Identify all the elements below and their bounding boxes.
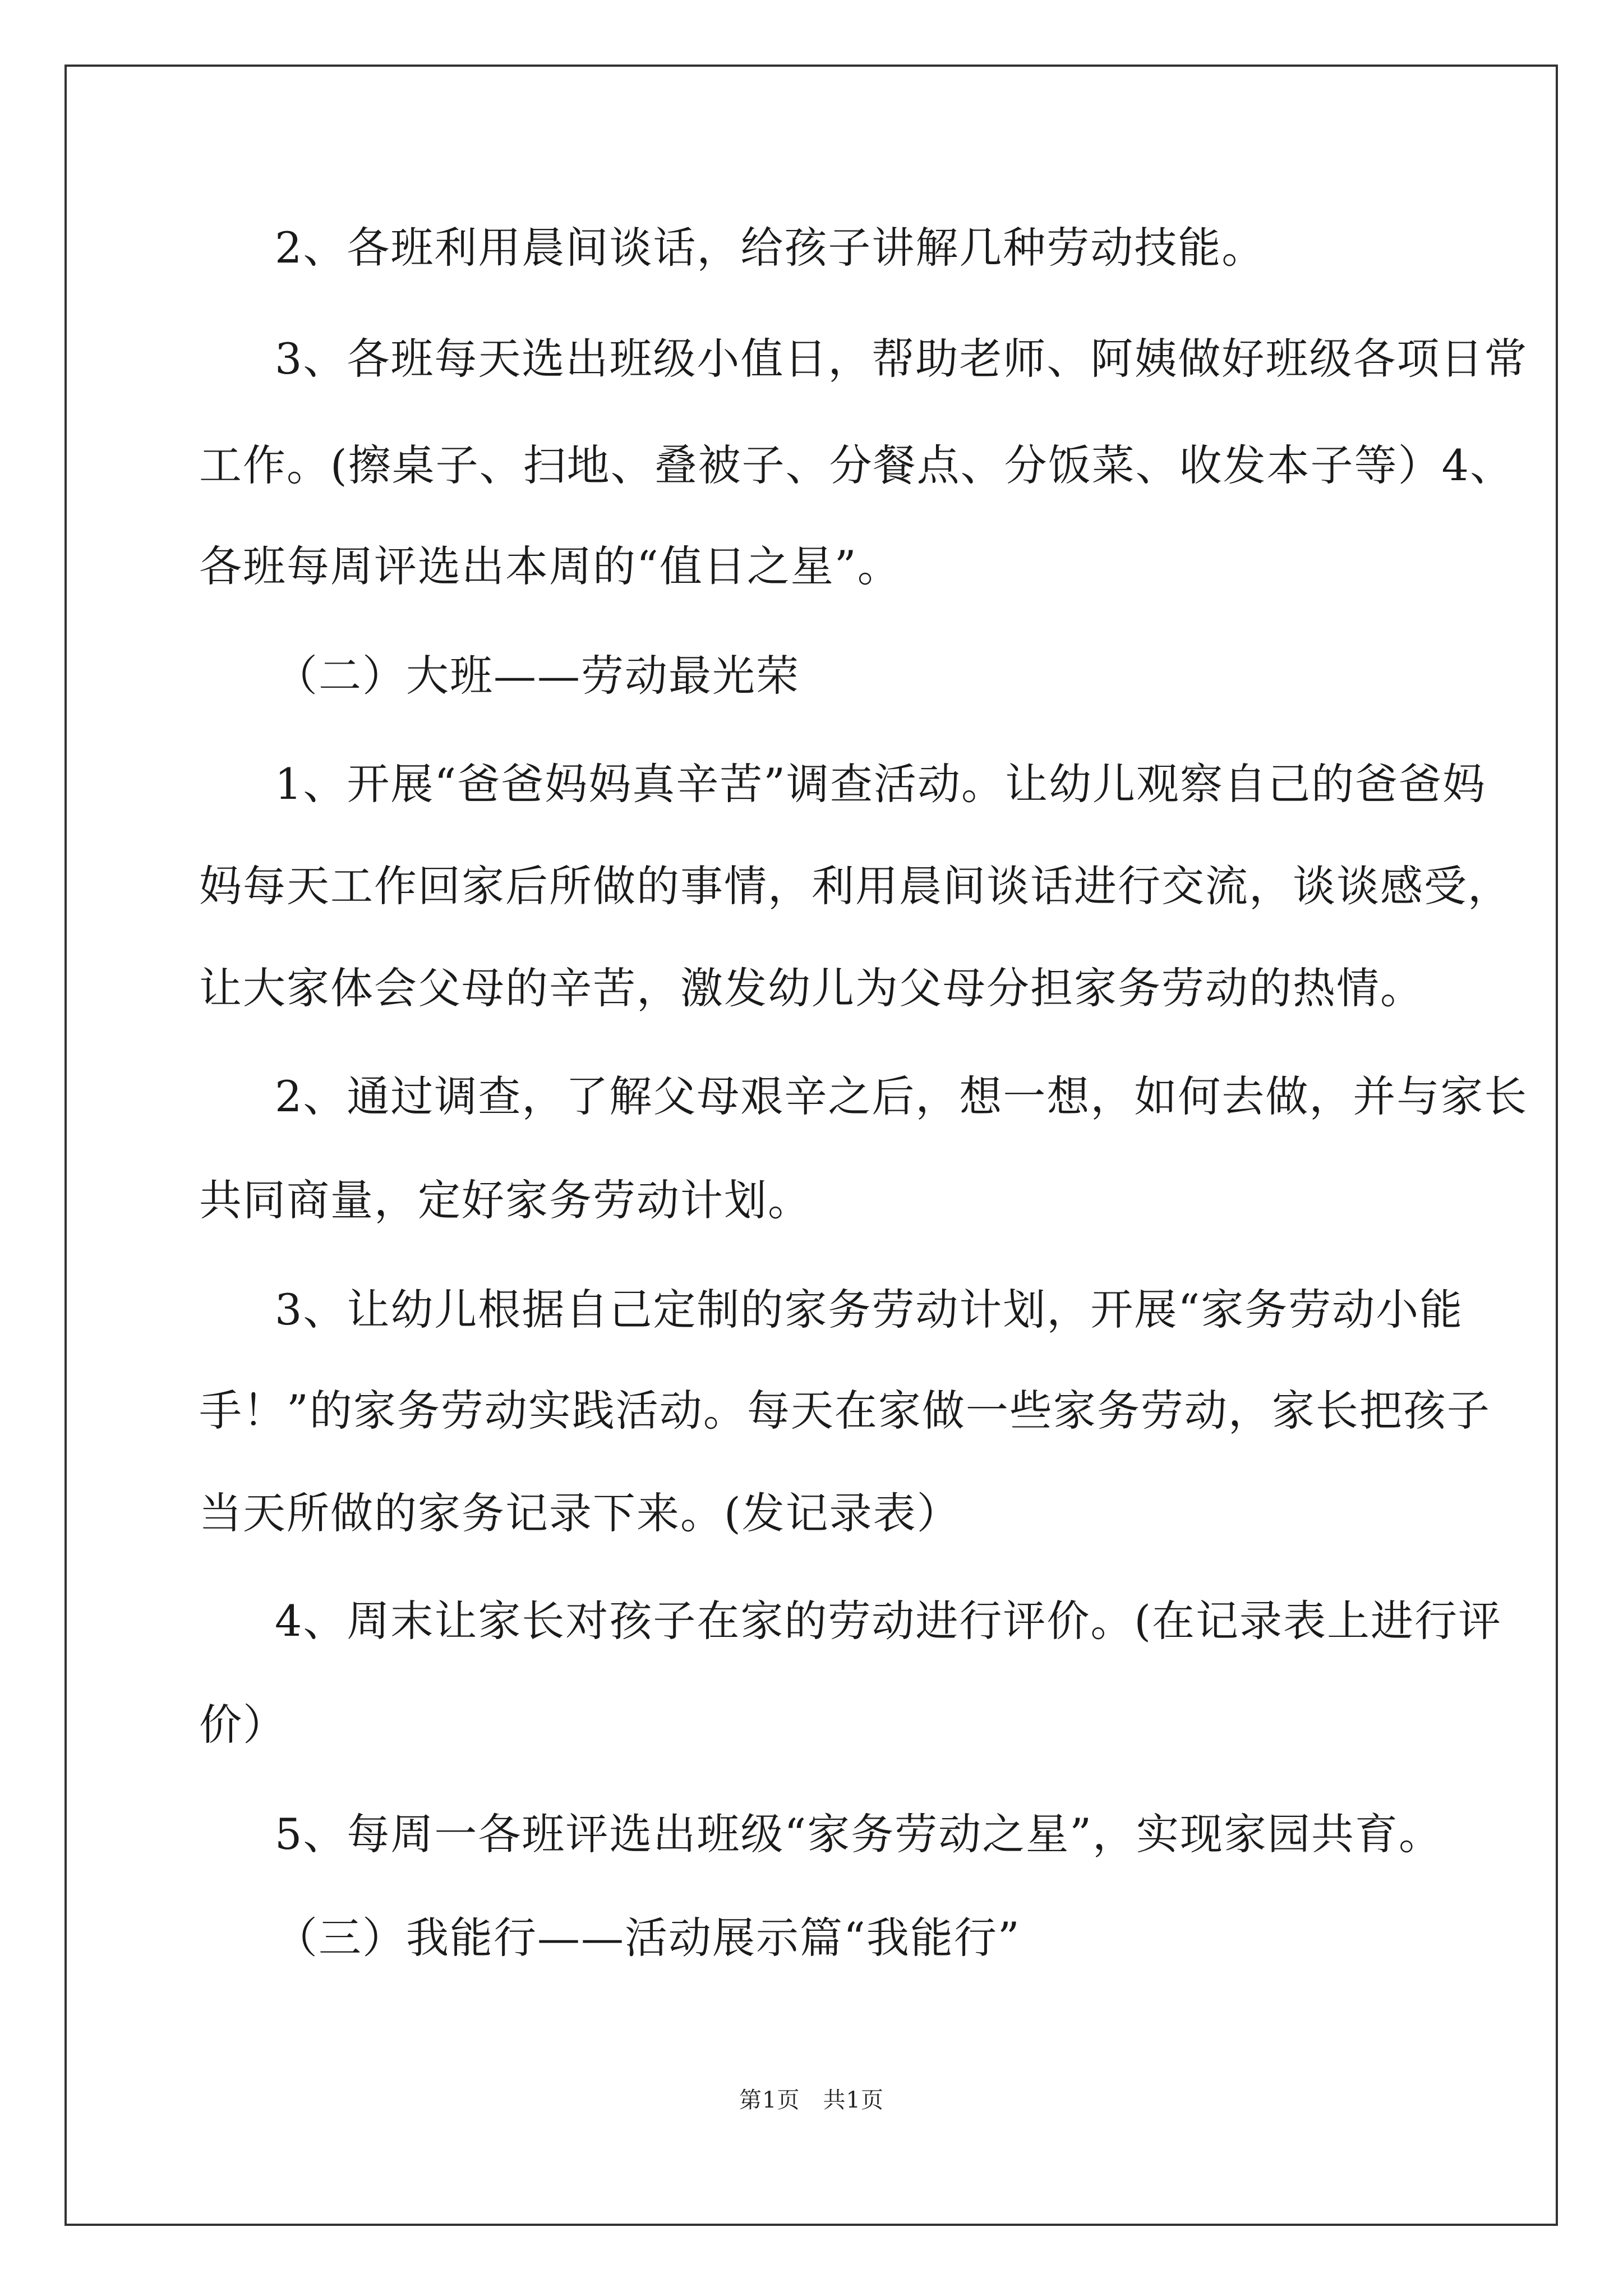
- paragraph-line: 价）: [199, 1700, 287, 1750]
- paragraph-line: 妈每天工作回家后所做的事情，利用晨间谈话进行交流，谈谈感受，: [199, 861, 1511, 911]
- paragraph-line: 共同商量，定好家务劳动计划。: [199, 1175, 811, 1225]
- paragraph-line: 手！”的家务劳动实践活动。每天在家做一些家务劳动，家长把孩子: [199, 1386, 1491, 1435]
- paragraph-line: 各班每周评选出本周的“值日之星”。: [199, 541, 901, 591]
- section-heading: （三）我能行——活动展示篇“我能行”: [275, 1913, 1021, 1963]
- paragraph-line: 2、通过调查，了解父母艰辛之后，想一想，如何去做，并与家长: [275, 1071, 1528, 1121]
- paragraph-line: 4、周末让家长对孩子在家的劳动进行评价。(在记录表上进行评: [275, 1596, 1502, 1646]
- paragraph-line: 3、各班每天选出班级小值日，帮助老师、阿姨做好班级各项日常: [275, 334, 1528, 384]
- page-border: [64, 65, 1558, 2226]
- paragraph-line: 当天所做的家务记录下来。(发记录表）: [199, 1488, 961, 1538]
- page-footer: 第1页 共1页: [739, 2087, 884, 2113]
- paragraph-line: 5、每周一各班评选出班级“家务劳动之星”，实现家园共育。: [275, 1809, 1443, 1859]
- paragraph-line: 2、各班利用晨间谈话，给孩子讲解几种劳动技能。: [275, 223, 1266, 273]
- paragraph-line: 1、开展“爸爸妈妈真辛苦”调查活动。让幼儿观察自己的爸爸妈: [275, 759, 1487, 809]
- paragraph-line: 让大家体会父母的辛苦，激发幼儿为父母分担家务劳动的热情。: [199, 963, 1424, 1013]
- section-heading: （二）大班——劳动最光荣: [275, 651, 800, 701]
- paragraph-line: 工作。(擦桌子、扫地、叠被子、分餐点、分饭菜、收发本子等）4、: [199, 440, 1514, 490]
- paragraph-line: 3、让幼儿根据自己定制的家务劳动计划，开展“家务劳动小能: [275, 1285, 1464, 1335]
